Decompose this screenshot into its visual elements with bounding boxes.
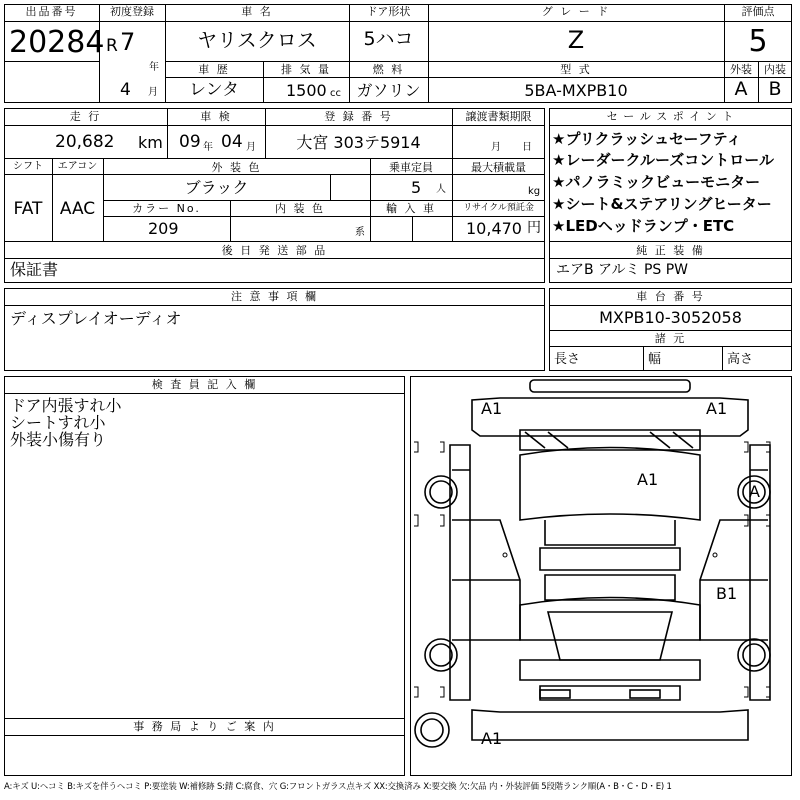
damage-mark-tire: A bbox=[749, 482, 760, 501]
damage-mark-roof: A1 bbox=[637, 470, 659, 489]
notes-text: ディスプレイオーディオ bbox=[10, 309, 182, 328]
model-code-label: 型 式 bbox=[560, 63, 592, 76]
car-name-label: 車 名 bbox=[241, 5, 273, 18]
shift: FAT bbox=[13, 199, 43, 219]
notes-label: 注 意 事 項 欄 bbox=[231, 290, 318, 303]
mileage: 20,682 bbox=[55, 132, 115, 152]
height-label: 高さ bbox=[727, 352, 754, 367]
later-parts: 保証書 bbox=[10, 260, 59, 279]
transfer-month-unit: 月 bbox=[491, 142, 501, 153]
plate-label: 登 録 番 号 bbox=[324, 110, 393, 123]
legend: A:キズ U:ヘコミ B:キズを伴うヘコミ P:要塗装 W:補修跡 S:錆 C:腐食、穴 G:フロントガラス点キズ XX:交換済み X:要交換 欠:欠品 内・外装評価 5段階ランク順(A・B・C・D・E) 1 bbox=[4, 782, 672, 792]
fuel: ガソリン bbox=[356, 81, 421, 100]
capacity-label: 乗車定員 bbox=[389, 161, 433, 174]
exterior-grade: A bbox=[734, 78, 748, 100]
displacement: 1500 bbox=[286, 81, 327, 100]
transfer-deadline-label: 譲渡書類期限 bbox=[465, 110, 532, 123]
office-notice-label: 事 務 局 よ り ご 案 内 bbox=[133, 720, 276, 733]
color-number-label: カラー No. bbox=[132, 202, 201, 215]
color-number: 209 bbox=[148, 219, 179, 238]
exterior-grade-label: 外装 bbox=[730, 63, 752, 76]
inspection-label: 車 検 bbox=[200, 110, 232, 123]
recycle-fee: 10,470 bbox=[466, 219, 522, 238]
chassis-number: MXPB10-3052058 bbox=[599, 308, 742, 327]
overall-score: 5 bbox=[748, 24, 768, 59]
plate-number: 大宮 303テ5914 bbox=[296, 133, 421, 152]
displacement-label: 排 気 量 bbox=[281, 63, 331, 76]
inspection-year: 09 bbox=[179, 132, 201, 152]
history: レンタ bbox=[189, 80, 239, 100]
damage-mark-rear: A1 bbox=[481, 729, 503, 748]
inspection-month-unit: 月 bbox=[246, 142, 256, 153]
genuine-equipment-label: 純 正 装 備 bbox=[636, 244, 705, 257]
recycle-fee-label: リサイクル預託金 bbox=[463, 203, 534, 213]
inspection-year-unit: 年 bbox=[203, 142, 213, 153]
exterior-color: ブラック bbox=[184, 178, 249, 197]
sales-point-item: ★レーダークルーズコントロール bbox=[552, 151, 774, 169]
year-unit: 年 bbox=[149, 62, 159, 73]
inspector-note: シートすれ小 bbox=[10, 413, 106, 432]
grade: Z bbox=[567, 26, 585, 54]
car-name: ヤリスクロス bbox=[197, 28, 317, 52]
mileage-label: 走 行 bbox=[69, 110, 102, 123]
sales-point-item: ★LEDヘッドランプ・ETC bbox=[552, 217, 735, 235]
exterior-color-label: 外 装 色 bbox=[211, 161, 262, 174]
grade-label: グ レ ー ド bbox=[541, 5, 611, 18]
max-load-unit: kg bbox=[528, 186, 541, 197]
interior-color-label: 内 装 色 bbox=[275, 202, 325, 215]
width-label: 幅 bbox=[648, 352, 662, 367]
capacity-unit: 人 bbox=[436, 184, 446, 195]
sales-point-item: ★プリクラッシュセーフティ bbox=[552, 130, 742, 148]
capacity: 5 bbox=[411, 178, 422, 197]
genuine-equipment: エアB アルミ PS PW bbox=[556, 262, 689, 278]
history-label: 車 歴 bbox=[198, 63, 230, 76]
shift-label: シフト bbox=[13, 161, 43, 172]
recycle-fee-unit: 円 bbox=[527, 220, 541, 236]
model-code: 5BA-MXPB10 bbox=[524, 81, 628, 100]
ac-label: エアコン bbox=[57, 161, 98, 172]
later-parts-label: 後 日 発 送 部 品 bbox=[221, 244, 328, 257]
month-unit: 月 bbox=[148, 87, 158, 98]
interior-color-unit: 系 bbox=[355, 227, 365, 238]
score-label: 評価点 bbox=[741, 5, 775, 18]
damage-mark-front-left: A1 bbox=[481, 399, 503, 418]
import-label: 輸 入 車 bbox=[386, 202, 436, 215]
inspector-notes-label: 検 査 員 記 入 欄 bbox=[151, 378, 258, 391]
first-registration-label: 初度登録 bbox=[110, 5, 154, 18]
inspector-note: 外装小傷有り bbox=[10, 430, 107, 449]
length-label: 長さ bbox=[554, 352, 581, 367]
sales-point-item: ★パノラミックビューモニター bbox=[552, 173, 761, 191]
interior-grade-label: 内装 bbox=[764, 63, 786, 76]
specs-label: 諸 元 bbox=[654, 332, 687, 345]
chassis-number-label: 車 台 番 号 bbox=[636, 290, 705, 303]
inspection-month: 04 bbox=[221, 132, 243, 152]
transfer-day-unit: 日 bbox=[522, 142, 532, 153]
max-load-label: 最大積載量 bbox=[471, 161, 526, 174]
era: R bbox=[106, 36, 118, 56]
sales-points-label: セ ー ル ス ポ イ ン ト bbox=[606, 110, 735, 123]
fuel-label: 燃 料 bbox=[372, 63, 405, 76]
lot-number: 20284 bbox=[9, 25, 105, 60]
lot-number-label: 出品番号 bbox=[25, 5, 78, 18]
mileage-unit: km bbox=[138, 133, 163, 152]
interior-grade: B bbox=[768, 78, 782, 100]
damage-mark-front-right: A1 bbox=[706, 399, 728, 418]
door-type: 5ハコ bbox=[363, 28, 414, 50]
damage-mark-side: B1 bbox=[716, 584, 738, 603]
inspector-note: ドア内張すれ小 bbox=[10, 396, 122, 415]
door-type-label: ドア形状 bbox=[366, 5, 411, 18]
sales-point-item: ★シート&ステアリングヒーター bbox=[552, 195, 772, 213]
registration-month: 4 bbox=[120, 80, 131, 100]
displacement-unit: cc bbox=[330, 88, 341, 99]
registration-year: 7 bbox=[120, 28, 136, 56]
air-conditioner: AAC bbox=[59, 199, 96, 219]
